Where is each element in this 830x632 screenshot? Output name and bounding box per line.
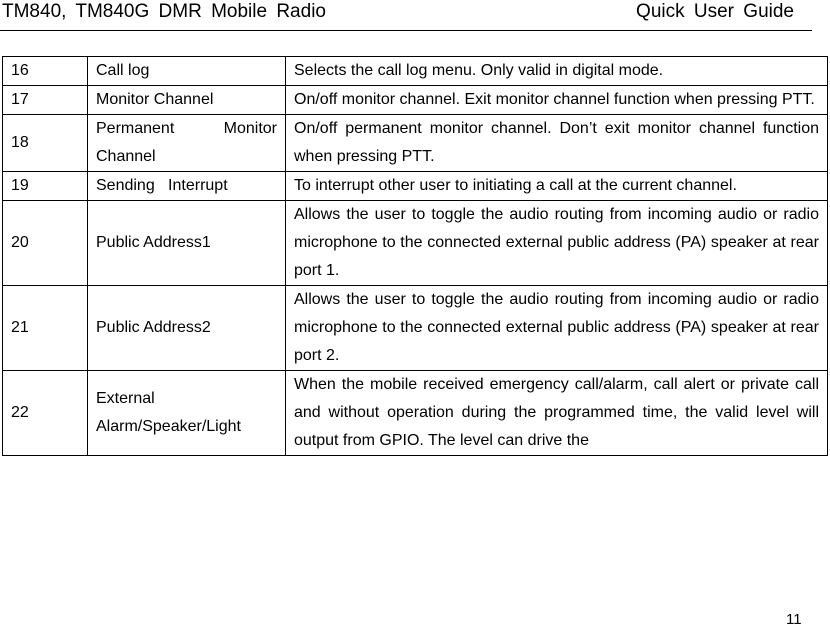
table-row bbox=[3, 201, 828, 286]
page-header bbox=[0, 0, 812, 31]
row-number: 16 bbox=[3, 57, 88, 86]
table-row bbox=[3, 57, 828, 86]
page-number: 11 bbox=[786, 611, 802, 628]
table-row bbox=[3, 371, 828, 456]
function-name: Monitor Channel bbox=[88, 86, 286, 115]
function-description: When the mobile received emergency call/alarm, call alert or private call and without operation during the programmed time, the valid level will output from GPIO. The level can drive the bbox=[286, 371, 828, 456]
row-number: 17 bbox=[3, 86, 88, 115]
function-description: Allows the user to toggle the audio routing from incoming audio or radio microphone to the connected external public address (PA) speaker at rear port 1. bbox=[286, 201, 828, 286]
function-description: On/off monitor channel. Exit monitor channel function when pressing PTT. bbox=[286, 86, 828, 115]
table-row bbox=[3, 115, 828, 172]
row-number: 21 bbox=[3, 286, 88, 371]
function-description: Allows the user to toggle the audio routing from incoming audio or radio microphone to the connected external public address (PA) speaker at rear port 2. bbox=[286, 286, 828, 371]
row-number: 20 bbox=[3, 201, 88, 286]
function-name: Public Address2 bbox=[88, 286, 286, 371]
function-description: On/off permanent monitor channel. Don’t exit monitor channel function when pressing PTT. bbox=[286, 115, 828, 172]
table-row bbox=[3, 286, 828, 371]
header-title: TM840, TM840G DMR Mobile Radio bbox=[2, 1, 326, 22]
function-name: Permanent Monitor Channel bbox=[88, 115, 286, 172]
header-guide-label: Quick User Guide bbox=[636, 1, 794, 22]
row-number: 22 bbox=[3, 371, 88, 456]
function-name: Call log bbox=[88, 57, 286, 86]
row-number: 18 bbox=[3, 115, 88, 172]
function-name: Public Address1 bbox=[88, 201, 286, 286]
function-table bbox=[2, 56, 828, 456]
table-row bbox=[3, 172, 828, 201]
function-name: External Alarm/Speaker/Light bbox=[88, 371, 286, 456]
function-description: To interrupt other user to initiating a call at the current channel. bbox=[286, 172, 828, 201]
table-row bbox=[3, 86, 828, 115]
row-number: 19 bbox=[3, 172, 88, 201]
function-name: Sending Interrupt bbox=[88, 172, 286, 201]
function-description: Selects the call log menu. Only valid in digital mode. bbox=[286, 57, 828, 86]
